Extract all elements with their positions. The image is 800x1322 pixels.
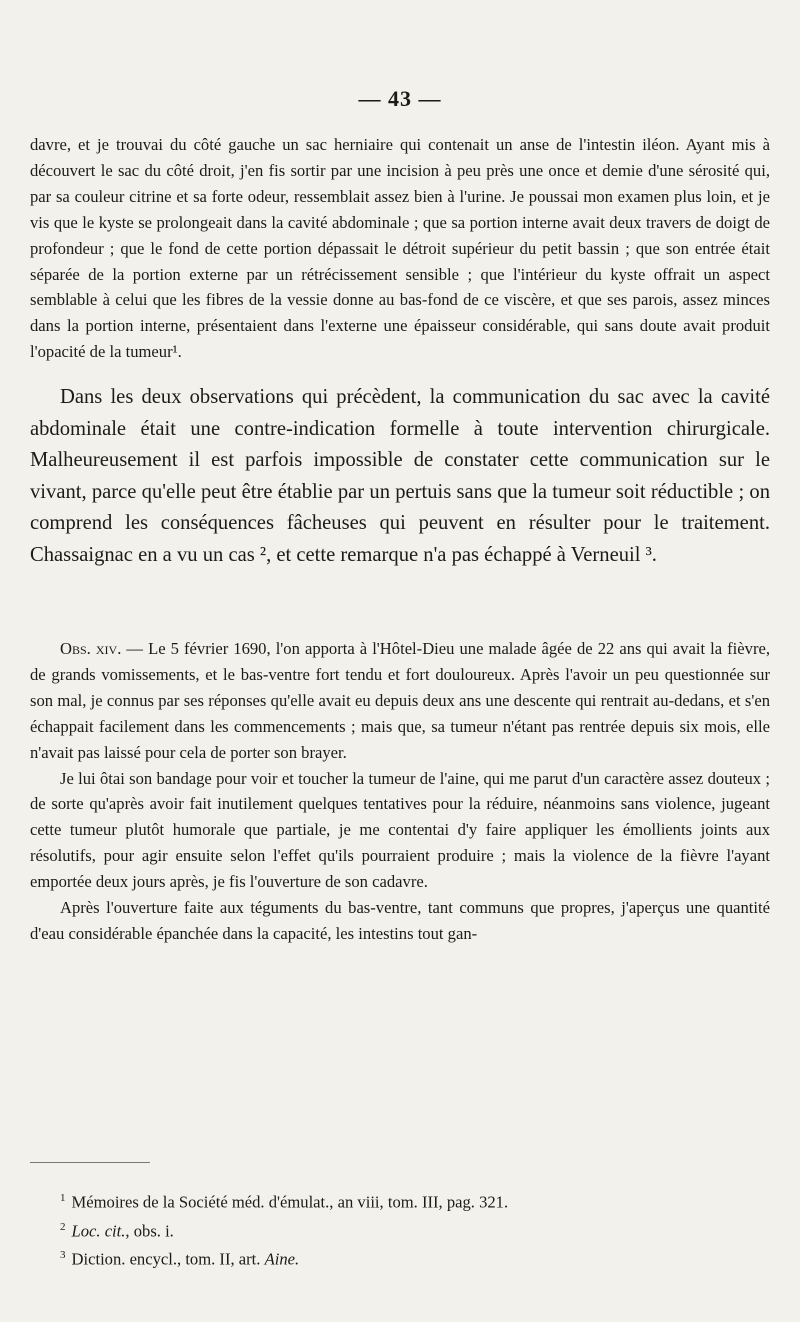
observation-paragraph: Je lui ôtai son bandage pour voir et toucher la tumeur de l'aine, qui me parut d'un caractère assez douteux ; de sorte qu'après avoir fait inutilement quelques tentatives pour la réduire, néanmoins sans violence, jugeant cette tumeur plutôt humorale que partiale, je me contentai d'y faire appliquer les émollients joints aux résolutifs, pour agir ensuite selon l'effet qu'ils pourraient produire ; mais la violence de la fièvre l'ayant emportée deux jours après, je fis l'ouverture de son cadavre.	[30, 768, 770, 892]
paragraph-text: davre, et je trouvai du côté gauche un sac herniaire qui contenait un anse de l'intestin iléon. Ayant mis à découvert le sac du côté droit, j'en fis sortir par une incision à peu près une once et demie d'une sérosité qui, par sa couleur citrine et sa forte odeur, ressemblait assez bien à l'urine. Je poussai mon examen plus loin, et je vis que le kyste se prolongeait dans la cavité abdominale ; que sa portion interne avait deux travers de doigt de profondeur ; que le fond de cette portion dépassait le détroit supérieur du petit bassin ; que son entrée était séparée de la portion externe par un rétrécissement sensible ; que l'intérieur du kyste offrait un aspect semblable à celui que les fibres de la vessie donne au bas-fond de ce viscère, et que ses parois, assez minces dans la portion interne, présentaient dans l'externe une épaisseur considérable, qui sans doute avait produit l'opacité de la tumeur¹.	[30, 135, 770, 362]
footnote-text: , obs. i.	[125, 1221, 174, 1241]
page-number: — 43 —	[358, 86, 442, 111]
footnote-text: Diction. encycl., tom. II, art.	[71, 1249, 265, 1269]
continued-paragraph	[30, 132, 770, 365]
footnote-italic: Loc. cit.	[71, 1221, 126, 1241]
footnote-mark: 2	[60, 1220, 66, 1233]
observation-paragraph: Après l'ouverture faite aux téguments du bas-ventre, tant communs que propres, j'aperçus une quantité d'eau considérable épanchée dans la capacité, les intestins tout gan-	[30, 898, 770, 943]
footnote	[30, 1215, 770, 1244]
footnote-text: Mémoires de la Société méd. d'émulat., an viii, tom. III, pag. 321.	[71, 1192, 509, 1212]
footnote	[30, 1243, 770, 1272]
discussion-paragraph	[30, 382, 770, 571]
observation-text: — Le 5 février 1690, l'on apporta à l'Hôtel-Dieu une malade âgée de 22 ans qui avait la fièvre, de grands vomissements, et le bas-ventre fort tendu et fort douloureux. Après l'avoir un peu questionnée sur son mal, je connus par ses réponses qu'elle avait eu depuis deux ans une descente qui rentrait au-dedans, et s'en échappait facilement dans les commencements ; mais que, sa tumeur n'étant pas rentrée depuis six mois, elle n'avait pas laissé pour cela de porter son brayer.	[30, 639, 770, 762]
footnotes	[30, 1186, 770, 1272]
paragraph-text: Dans les deux observations qui précèdent, la communication du sac avec la cavité abdominale était une contre-indication formelle à toute intervention chirurgicale. Malheureusement il est parfois impossible de constater cette communication sur le vivant, parce qu'elle peut être établie par un pertuis sans que la tumeur soit réductible ; on comprend les conséquences fâcheuses qui peuvent en résulter pour le traitement. Chassaignac en a vu un cas ², et cette remarque n'a pas échappé à Verneuil ³.	[30, 386, 770, 566]
footnote-italic: Aine.	[264, 1249, 300, 1269]
footnote	[30, 1186, 770, 1215]
observation-block	[30, 636, 770, 947]
observation-paragraph	[30, 636, 770, 766]
footnote-divider	[30, 1162, 150, 1163]
footnote-mark: 1	[60, 1192, 66, 1204]
footnote-mark: 3	[60, 1249, 66, 1262]
observation-label: Obs. xiv.	[60, 639, 122, 658]
